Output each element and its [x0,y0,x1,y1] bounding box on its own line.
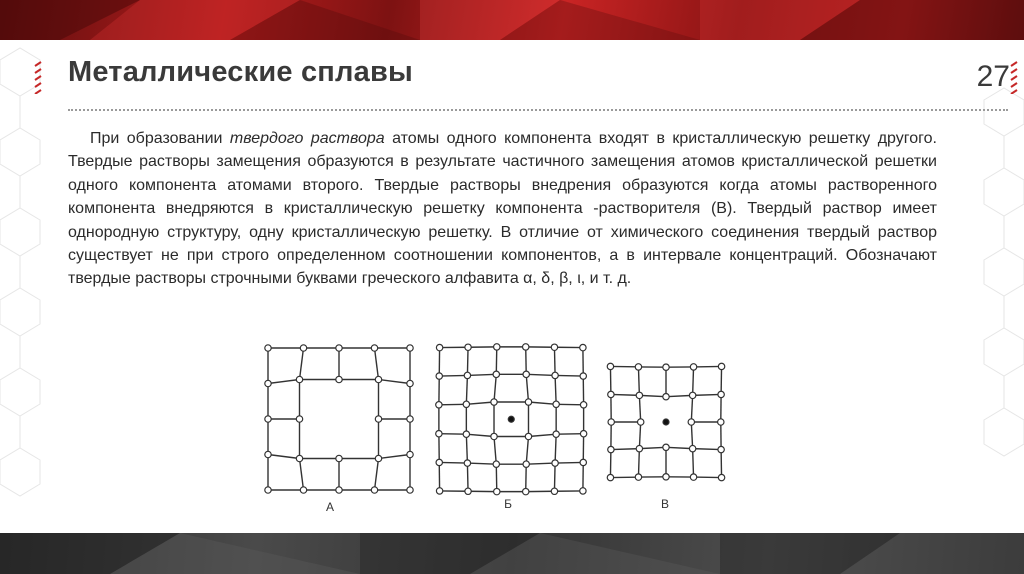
panel-label-a: А [325,500,335,514]
left-accent-marks [34,60,42,94]
lattice-bond [466,402,494,404]
lattice-atom [491,433,497,439]
left-hex-pattern [0,40,46,533]
title-divider [68,109,1008,111]
lattice-atom [718,391,724,397]
lattice-atom [336,455,342,461]
lattice-bond [268,380,300,384]
lattice-bond [526,374,528,402]
lattice-bond [375,348,379,380]
lattice-bond [528,434,556,436]
lattice-atom [464,372,470,378]
lattice-bond [639,395,666,396]
solute-atom [508,416,514,422]
lattice-bond [494,436,496,464]
lattice-atom [580,431,586,437]
lattice-bond [691,395,692,422]
lattice-atom [552,372,558,378]
panel-label-c: В [660,497,670,511]
lattice-atom [436,402,442,408]
lattice-bond [466,434,467,463]
right-hex-pattern [978,40,1024,533]
lattice-bond [526,436,528,464]
lattice-atom [436,344,442,350]
lattice-atom [608,391,614,397]
lattice-atom [265,416,271,422]
lattice-atom [407,451,413,457]
lattice-bond [638,367,639,395]
lattice-bond [379,380,411,384]
lattice-bond [555,375,556,404]
solute-atom [663,419,669,425]
lattice-atom [663,474,669,480]
lattice-atom [265,345,271,351]
lattice-atom [718,474,724,480]
lattice-atom [265,380,271,386]
lattice-bond [528,402,556,404]
slide-number: 27 [976,60,1010,93]
lattice-atom [553,401,559,407]
lattice-bond [638,449,639,477]
top-band-facets [0,0,1024,40]
lattice-bond [639,447,666,448]
right-accent-marks [1010,60,1018,94]
lattice-bond [666,395,693,396]
lattice-atom [493,371,499,377]
lattice-bond [666,447,693,448]
lattice-atom [491,399,497,405]
lattice-atom [553,431,559,437]
lattice-atom [607,363,613,369]
lattice-atom [551,488,557,494]
bottom-band-facets [0,533,1024,574]
lattice-atom [336,345,342,351]
lattice-bond [375,459,379,491]
lattice-atom [718,446,724,452]
lattice-atom [300,487,306,493]
lattice-bond [554,347,555,375]
lattice-bond [555,462,583,463]
lattice-atom [265,451,271,457]
lattice-bond [526,374,555,375]
lattice-atom [636,392,642,398]
lattice-bond [693,449,721,450]
lattice-atom [580,459,586,465]
crystal-lattice-figure [258,336,738,520]
lattice-bond [554,463,555,491]
lattice-bond [467,463,496,464]
lattice-bond [555,375,583,376]
lattice-bond [467,374,496,375]
lattice-atom [525,433,531,439]
lattice-atom [580,373,586,379]
lattice-atom [689,392,695,398]
lattice-bond [379,455,411,459]
panel-label-b: Б [504,497,512,511]
lattice-atom [523,461,529,467]
lattice-atom [635,474,641,480]
lattice-atom [407,487,413,493]
lattice-atom [407,345,413,351]
lattice-atom [436,431,442,437]
lattice-bond [494,374,496,402]
lattice-atom [523,344,529,350]
lattice-bond [693,449,694,477]
lattice-atom [608,419,614,425]
lattice-atom [663,364,669,370]
lattice-bond [439,462,467,463]
lattice-atom [265,487,271,493]
lattice-atom [690,364,696,370]
lattice-panel-c [607,363,725,481]
lattice-atom [523,488,529,494]
lattice-atom [494,488,500,494]
lattice-bond [639,395,640,422]
lattice-atom [552,460,558,466]
lattice-atom [688,419,694,425]
lattice-atom [690,474,696,480]
lattice-bond [466,375,467,404]
lattice-atom [718,419,724,425]
lattice-atom [375,376,381,382]
lattice-panel-b [436,344,587,495]
lattice-atom [607,474,613,480]
lattice-bond [691,422,692,449]
lattice-bond [693,394,721,395]
lattice-atom [637,419,643,425]
lattice-bond [439,375,467,376]
lattice-atom [465,344,471,350]
lattice-atom [718,363,724,369]
lattice-bond [693,367,694,395]
lattice-bond [467,463,468,491]
body-rest: атомы одного компонента входят в кристаллическую решетку другого. Твердые растворы замещения образуются в результате частичного замещения атомов кристаллической решетки одного компонента атомами второго. Твердые растворы внедрения образуются когда атомы растворенного компонента внедряются в кристаллическую решетку компонента -растворителя (В). Твердый раствор имеет однородную структуру, одну кристаллическую решетку. В отличие от химического соединения твердый раствор существует не при строго определенном соотношении компонентов, а в интервале концентраций. Обозначают твердые растворы строчными буквами греческого алфавита α, δ, β, ι, и т. д. [68,130,937,288]
body-emphasis: твердого раствора [229,130,385,147]
lattice-atom [663,444,669,450]
lattice-atom [436,488,442,494]
lattice-atom [635,364,641,370]
lattice-atom [463,401,469,407]
body-paragraph [68,127,937,291]
lattice-atom [407,416,413,422]
lattice-atom [407,380,413,386]
lattice-atom [493,461,499,467]
lattice-atom [436,373,442,379]
lattice-bond [639,422,640,449]
lattice-atom [551,344,557,350]
lattice-atom [663,393,669,399]
lattice-bond [300,348,304,380]
slide-title: Металлические сплавы [68,56,413,88]
lattice-bond [466,434,494,436]
lattice-atom [580,402,586,408]
lattice-atom [375,455,381,461]
body-lead: При образовании [90,130,230,147]
lattice-bond [300,459,304,491]
lattice-atom [375,416,381,422]
lattice-atom [580,344,586,350]
lattice-atom [296,455,302,461]
lattice-atom [296,416,302,422]
lattice-atom [296,376,302,382]
lattice-atom [371,345,377,351]
lattice-atom [608,446,614,452]
lattice-atom [463,431,469,437]
lattice-bond [611,449,639,450]
lattice-bond [268,455,300,459]
lattice-atom [636,445,642,451]
lattice-atom [689,445,695,451]
lattice-atom [525,399,531,405]
lattice-atom [465,488,471,494]
lattice-bond [467,347,468,375]
lattice-atom [523,371,529,377]
lattice-atom [436,459,442,465]
lattice-atom [336,487,342,493]
lattice-atom [464,460,470,466]
lattice-atom [300,345,306,351]
lattice-bond [526,463,555,464]
lattice-atom [371,487,377,493]
lattice-bond [555,434,556,463]
lattice-atom [336,376,342,382]
lattice-atom [580,488,586,494]
lattice-bond [611,394,639,395]
lattice-atom [494,344,500,350]
lattice-panel-a [265,345,413,493]
